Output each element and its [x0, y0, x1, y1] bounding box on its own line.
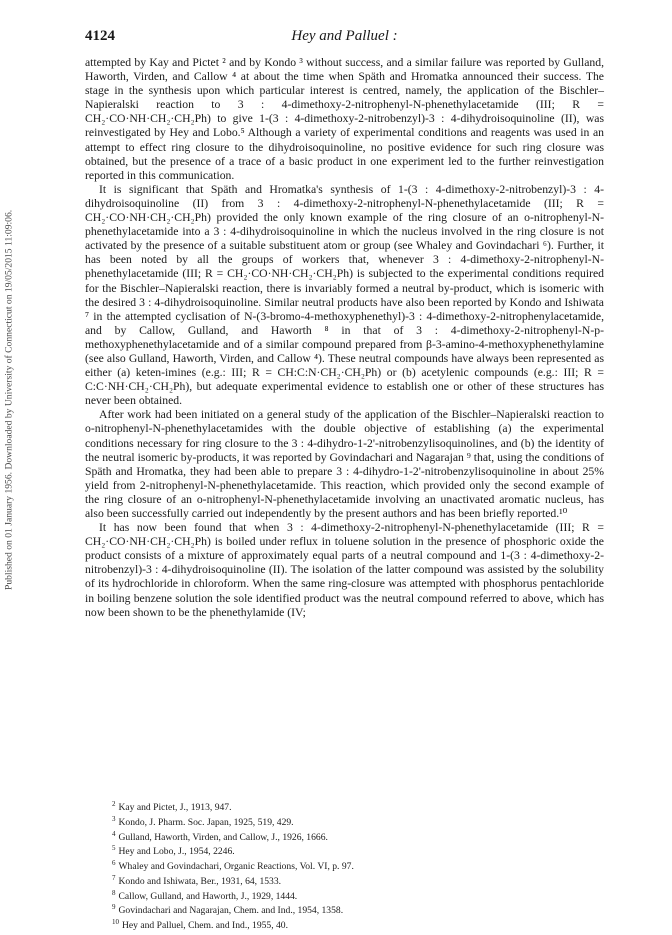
- reference-number: 5: [112, 844, 116, 853]
- reference-text: Hey and Lobo, J., 1954, 2246.: [118, 846, 235, 858]
- reference-text: Hey and Palluel, Chem. and Ind., 1955, 40.: [122, 920, 288, 932]
- reference-number: 10: [112, 918, 119, 927]
- paragraph: It has now been found that when 3 : 4-dimethoxy-2-nitrophenyl-N-phenethylacetamide (III; R = CH₂·CO·NH·CH₂·CH₂Ph) is boiled under reflux in toluene solution in the presence of phosphoric oxide the product consists of a mixture of approximately equal parts of a neutral compound and 1-(3 : 4-dimethoxy-2-nitrobenzyl)-3 : 4-dihydroisoquinoline (II). The isolation of the latter compound was assisted by the solubility of its hydrochloride in chloroform. When the same ring-closure was attempted with phosphorus pentachloride in boiling benzene solution the sole identified product was the neutral compound referred to above, which has now been shown to be the phenethylamide (IV;: [85, 521, 604, 619]
- reference-number: 3: [112, 814, 116, 823]
- article-body: [85, 56, 604, 620]
- reference-number: 6: [112, 859, 116, 868]
- reference-item: [112, 873, 604, 888]
- reference-item: [112, 858, 604, 873]
- reference-text: Kondo and Ishiwata, Ber., 1931, 64, 1533.: [118, 876, 282, 888]
- paragraph: After work had been initiated on a general study of the application of the Bischler–Napieralski reaction to o-nitrophenyl-N-phenethylacetamides with the double objective of establishing (a) the experimental conditions necessary for ring closure to the 3 : 4-dihydro-1-2'-nitrobenzylisoquinolines, and (b) the identity of the neutral isomeric by-products, it was reported by Govindachari and Nagarajan ⁹ that, using the conditions of Späth and Hromatka, they had been able to prepare 3 : 4-dihydro-1-2'-nitrobenzylisoquinoline in about 25% yield from 2-nitrophenyl-N-phenethylacetamide. This reaction, which provided only the second example of the ring closure of an o-nitrophenyl-N-phenethylacetamide involving an unactivated aromatic nucleus, has also been successfully carried out independently by the present authors and has been briefly reported.¹⁰: [85, 408, 604, 520]
- reference-number: 2: [112, 800, 116, 808]
- reference-number: 4: [112, 829, 116, 838]
- paragraph: attempted by Kay and Pictet ² and by Kondo ³ without success, and a similar failure was reported by Gulland, Haworth, Virden, and Callow ⁴ at about the time when Späth and Hromatka announced their success. The stage in the synthesis upon which particular interest is centred, namely, the application of the Bischler–Napieralski reaction to 3 : 4-dimethoxy-2-nitrophenyl-N-phenethylacetamide (III; R = CH₂·CO·NH·CH₂·CH₂Ph) to give 1-(3 : 4-dimethoxy-2-nitrobenzyl)-3 : 4-dihydroisoquinoline (II), was reinvestigated by Hey and Lobo.⁵ Although a variety of experimental conditions and reagents was used in an attempt to effect ring closure to the dihydroisoquinoline, no positive evidence for such ring closure was obtained, but the presence of a trace of a basic product in one experiment led to the further reinvestigation reported in this communication.: [85, 56, 604, 182]
- reference-item: [112, 843, 604, 858]
- running-title: Hey and Palluel :: [291, 28, 398, 44]
- reference-item: [112, 814, 604, 829]
- page-header: [85, 28, 604, 50]
- reference-item: [112, 917, 604, 932]
- reference-number: 9: [112, 903, 116, 912]
- reference-item: [112, 799, 604, 814]
- reference-item: [112, 829, 604, 844]
- reference-text: Kondo, J. Pharm. Soc. Japan, 1925, 519, 429.: [118, 816, 294, 828]
- reference-text: Govindachari and Nagarajan, Chem. and Ind., 1954, 1358.: [118, 905, 344, 917]
- reference-number: 8: [112, 888, 116, 897]
- reference-text: Callow, Gulland, and Haworth, J., 1929, 1444.: [118, 890, 298, 902]
- reference-number: 7: [112, 873, 116, 882]
- paragraph: It is significant that Späth and Hromatka's synthesis of 1-(3 : 4-dimethoxy-2-nitrobenzyl)-3 : 4-dihydroisoquinoline (II) from 3 : 4-dimethoxy-2-nitrophenyl-N-phenethylacetamide (III; R = CH₂·CO·NH·CH₂·CH₂Ph) provided the only known example of the ring closure of an o-nitrophenyl-N-phenethylacetamide into a 3 : 4-dihydroisoquinoline in which the nucleus involved in the ring closure is not activated by the presence of a suitable substituent atom or group (see Whaley and Govindachari ⁶). Further, it has been noted by all the groups of workers that, whenever 3 : 4-dimethoxy-2-nitrophenyl-N-phenethylacetamide (III; R = CH₂·CO·NH·CH₂·CH₂Ph) is subjected to the experimental conditions required for the Bischler–Napieralski reaction, there is invariably formed a neutral by-product, which is isomeric with the desired 3 : 4-dihydroisoquinoline. Similar neutral products have also been reported by Kondo and Ishiwata ⁷ in the attempted cyclisation of N-(3-bromo-4-methoxyphenethyl)-3 : 4-dimethoxy-2-nitrophenylacetamide, and by Callow, Gulland, and Haworth ⁸ in that of 3 : 4-dimethoxy-2-nitrophenyl-N-p-methoxyphenethylacetamide and of a similar compound prepared from β-3-amino-4-methoxyphenethylamine (see also Gulland, Haworth, Virden, and Callow ⁴). These neutral compounds have always been represented as either (a) keten-imines (e.g.: III; R = CH:C:N·CH₂·CH₂Ph) or (b) acetylenic compounds (e.g.: III; R = C:C·NH·CH₂·CH₂Ph), but adequate experimental evidence to establish one or other of these structures has never been obtained.: [85, 182, 604, 408]
- reference-text: Gulland, Haworth, Virden, and Callow, J., 1926, 1666.: [118, 831, 328, 843]
- reference-item: [112, 888, 604, 903]
- reference-text: Kay and Pictet, J., 1913, 947.: [118, 802, 232, 814]
- reference-text: Whaley and Govindachari, Organic Reactions, Vol. VI, p. 97.: [118, 861, 354, 873]
- download-notice: Published on 01 January 1956. Downloaded by University of Connecticut on 19/05/2015 11:09:06.: [3, 209, 15, 591]
- page-number: 4124: [85, 28, 115, 44]
- reference-item: [112, 902, 604, 917]
- reference-list: [112, 799, 604, 932]
